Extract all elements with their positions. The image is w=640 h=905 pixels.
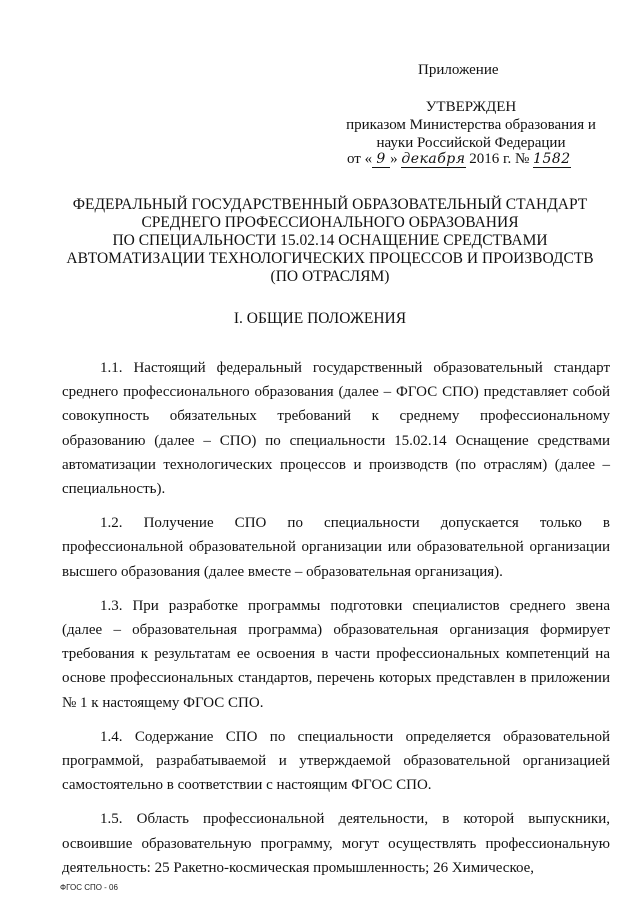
title-line-3: ПО СПЕЦИАЛЬНОСТИ 15.02.14 ОСНАЩЕНИЕ СРЕДСТВАМИ [112,232,548,249]
approved-title: УТВЕРЖДЕН [425,99,517,115]
paragraph-1-1: 1.1. Настоящий федеральный государственный образовательный стандарт среднего профессионального образования (далее – ФГОС СПО) представляет собой совокупность обязательных требований к среднему профессиональному образованию (далее – СПО) по специальности 15.02.14 Оснащение средствами автоматизации технологических процессов и производств (по отраслям) (далее – специальность). [62,360,610,498]
order-date-line [347,151,571,168]
order-mid: » [390,151,398,167]
title-line-1: ФЕДЕРАЛЬНЫЙ ГОСУДАРСТВЕННЫЙ ОБРАЗОВАТЕЛЬНЫЙ СТАНДАРТ [72,196,588,213]
title-line-4: АВТОМАТИЗАЦИИ ТЕХНОЛОГИЧЕСКИХ ПРОЦЕССОВ И ПРОИЗВОДСТВ [66,250,594,267]
order-year: 2016 г. № [469,151,530,167]
paragraph-1-3: 1.3. При разработке программы подготовки специалистов среднего звена (далее – образовательная программа) образовательная организация формирует требования к результатам ее освоения в части профессиональных компетенций на основе профессиональных стандартов, перечень которых представлен в приложении № 1 к настоящему ФГОС СПО. [62,597,610,711]
title-line-2: СРЕДНЕГО ПРОФЕССИОНАЛЬНОГО ОБРАЗОВАНИЯ [141,214,519,231]
approved-by-line-2: науки Российской Федерации [376,135,566,151]
order-prefix: от « [347,151,373,167]
order-day-handwritten: 9 [372,151,390,168]
title-line-5: (ПО ОТРАСЛЯМ) [270,268,390,285]
paragraph-1-5: 1.5. Область профессиональной деятельности, в которой выпускники, освоившие образовательную программу, могут осуществлять профессиональную деятельность: 25 Ракетно-космическая промышленность; 26 Химическое, [62,811,610,876]
order-number-handwritten: 1582 [533,151,571,167]
appendix-label: Приложение [418,62,499,78]
body-text [62,356,610,890]
section-heading: I. ОБЩИЕ ПОЛОЖЕНИЯ [233,310,407,327]
approval-block [336,98,606,152]
standard-title [40,196,620,286]
order-month-handwritten: декабря [401,151,466,167]
approved-by-line-1: приказом Министерства образования и [346,117,596,133]
paragraph-1-4: 1.4. Содержание СПО по специальности определяется образовательной программой, разрабатываемой и утверждаемой образовательной организацией самостоятельно в соответствии с настоящим ФГОС СПО. [62,728,610,794]
footer-code: ФГОС СПО - 06 [60,883,118,892]
paragraph-1-2: 1.2. Получение СПО по специальности допускается только в профессиональной образовательной организации или образовательной организации высшего образования (далее вместе – образовательная организация). [62,515,610,580]
